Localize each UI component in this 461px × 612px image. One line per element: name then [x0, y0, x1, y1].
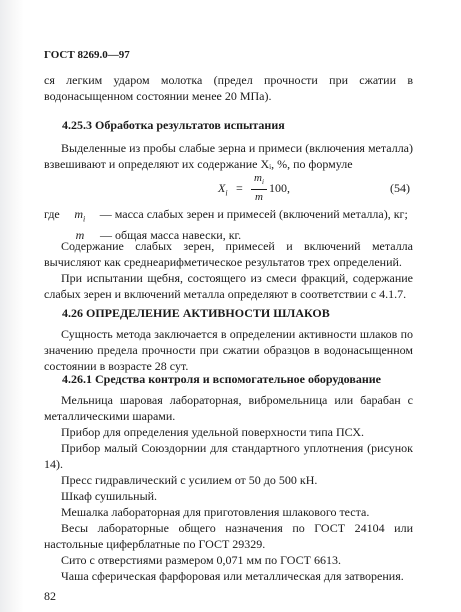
formula-54 [0, 172, 461, 206]
paragraph-intro-formula: Выделенные из пробы слабые зерна и примеси (включения металла) взвешивают и определяют их содержание Xᵢ, %, по формуле [44, 141, 413, 171]
formula-numerator: $m_i$ [251, 172, 267, 190]
formula-equals: = [236, 181, 243, 195]
definition-row [44, 206, 413, 227]
definition-text: — общая масса навески, кг. [100, 228, 242, 243]
equipment-item: Мельница шаровая лабораторная, вибромельница или барабан с металлическими шарами. [44, 393, 413, 423]
equipment-item: Чаша сферическая фарфоровая или металлическая для затворения. [61, 569, 404, 583]
section-heading-4-26-1: 4.26.1 Средства контроля и вспомогательное оборудование [62, 372, 381, 386]
paragraph-continuation: ся легким ударом молотка (предел прочности при сжатии в водонасыщенном состоянии менее 20 МПа). [44, 73, 413, 103]
page-header: ГОСТ 8269.0—97 [44, 49, 130, 61]
equipment-item: Прибор малый Союздорнии для стандартного уплотнения (рисунок 14). [44, 441, 413, 471]
equipment-item: Шкаф сушильный. [61, 489, 158, 503]
formula-factor: 100, [269, 181, 290, 195]
formula-denominator: m [255, 191, 263, 204]
equipment-item: Весы лабораторные общего назначения по ГОСТ 24104 или настольные циферблатные по ГОСТ 29329. [44, 521, 413, 551]
formula-lhs: $X_i$ [218, 181, 228, 198]
paragraph-method: Сущность метода заключается в определении активности шлаков по значению предела прочности при сжатии образцов в водонасыщенном состоянии в возрасте 28 сут. [44, 327, 413, 373]
equipment-item: Пресс гидравлический с усилием от 50 до 500 кН. [61, 473, 318, 487]
definition-symbol: m [75, 228, 85, 243]
formula-number: (54) [390, 181, 410, 195]
definition-text: — масса слабых зерен и примесей (включений металла), кг; [99, 207, 408, 221]
equipment-item: Прибор для определения удельной поверхности типа ПСХ. [61, 425, 364, 439]
formula-fraction [251, 172, 267, 204]
definition-symbol: $m_i$ [74, 207, 86, 224]
definition-lead: где [44, 207, 60, 221]
section-heading-4-26: 4.26 ОПРЕДЕЛЕНИЕ АКТИВНОСТИ ШЛАКОВ [62, 306, 330, 320]
equipment-item: Мешалка лабораторная для приготовления шлакового теста. [61, 505, 370, 519]
page-number: 82 [44, 589, 56, 603]
paragraph-average: Содержание слабых зерен, примесей и включений металла вычисляют как среднеарифметическое результатов трех определений. [44, 239, 413, 269]
section-heading-4-25-3: 4.25.3 Обработка результатов испытания [62, 118, 285, 132]
equipment-item: Сито с отверстиями размером 0,071 мм по ГОСТ 6613. [61, 553, 341, 567]
paragraph-fractions: При испытании щебня, состоящего из смеси фракций, содержание слабых зерен и включений металла определяют в соответствии с 4.1.7. [44, 271, 413, 301]
